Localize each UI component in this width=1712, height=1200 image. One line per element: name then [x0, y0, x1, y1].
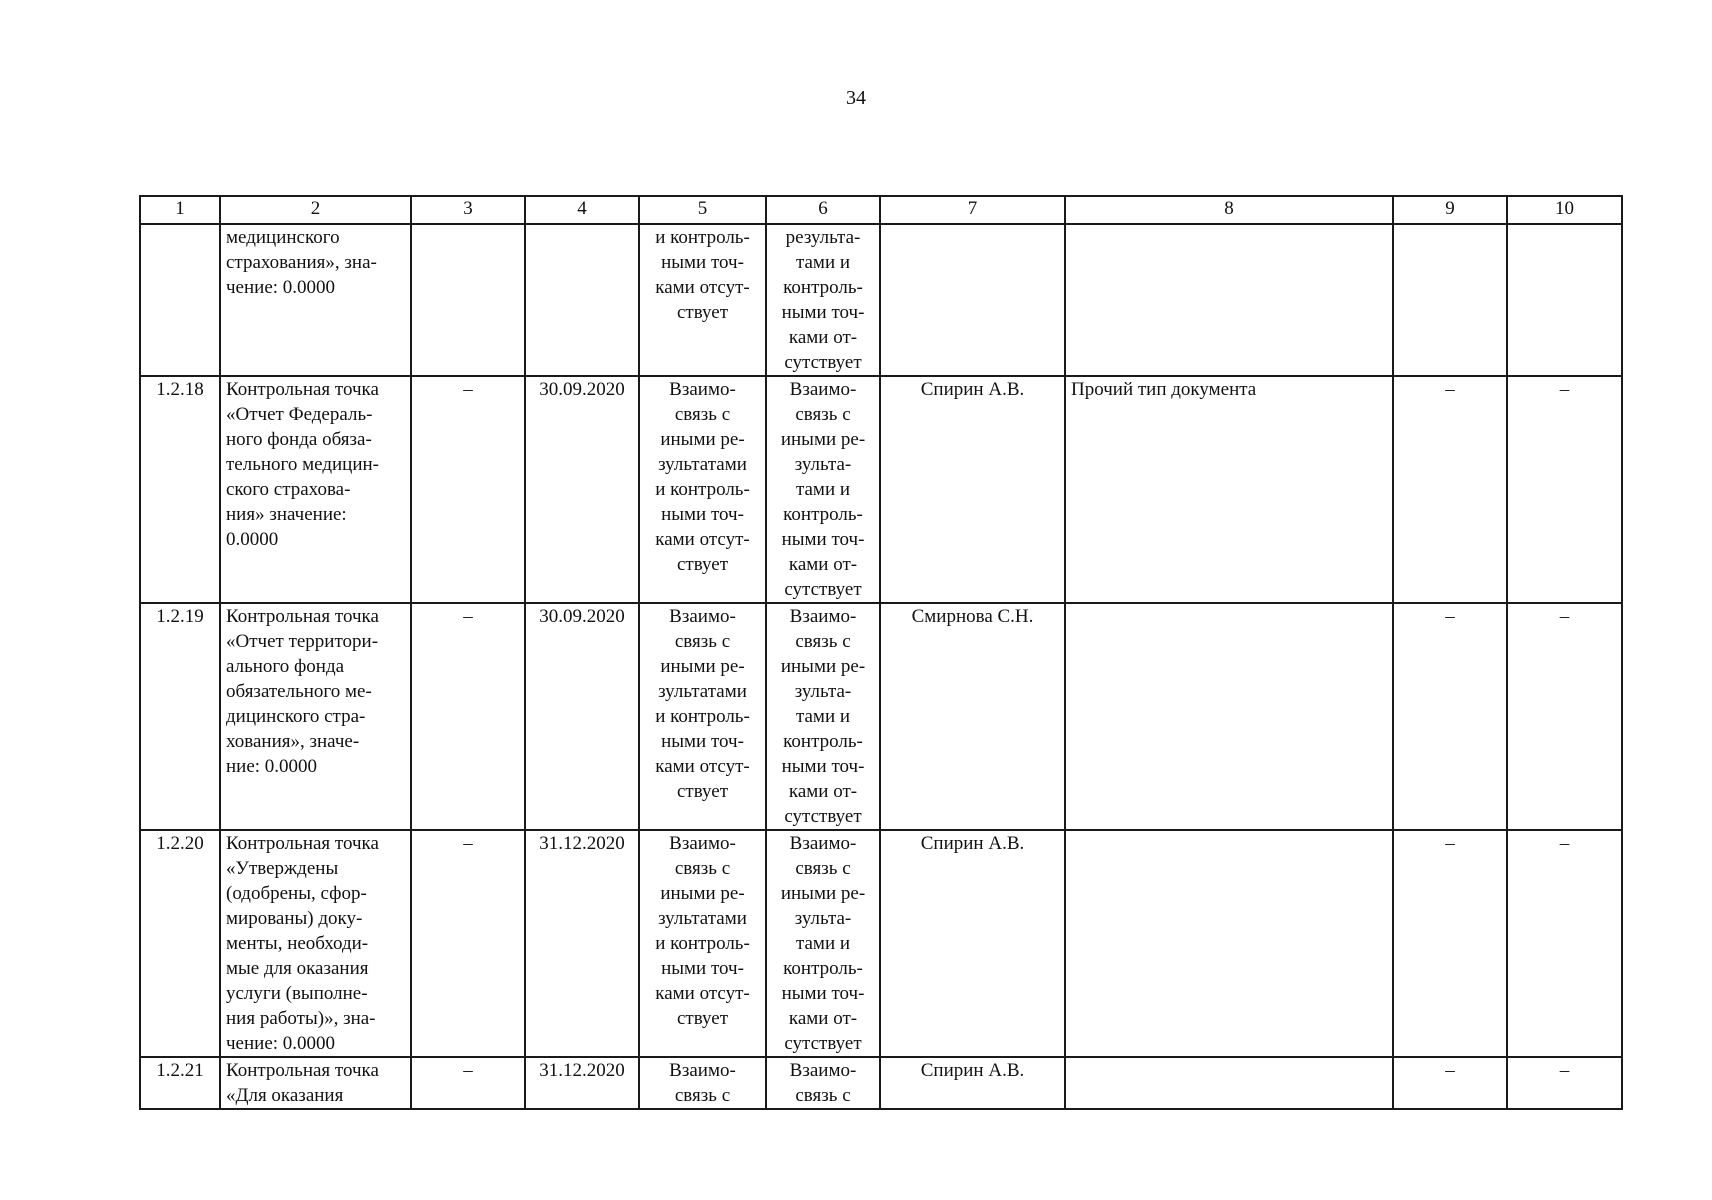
- table-row: [140, 376, 1622, 603]
- column-header: 9: [1393, 196, 1507, 224]
- cell-document-type: [1065, 830, 1393, 1057]
- cell-document-type: [1065, 224, 1393, 376]
- cell-document-type: Прочий тип документа: [1065, 376, 1393, 603]
- cell-col10: [1507, 224, 1622, 376]
- cell-document-type: [1065, 1057, 1393, 1109]
- cell-end-date: [525, 224, 639, 376]
- cell-start-date: –: [411, 830, 525, 1057]
- column-header: 6: [766, 196, 880, 224]
- cell-number: 1.2.20: [140, 830, 220, 1057]
- cell-col9: –: [1393, 603, 1507, 830]
- column-header: 7: [880, 196, 1065, 224]
- control-points-table: [139, 195, 1623, 1110]
- column-header: 4: [525, 196, 639, 224]
- cell-number: 1.2.18: [140, 376, 220, 603]
- cell-col9: [1393, 224, 1507, 376]
- cell-responsible: Спирин А.В.: [880, 376, 1065, 603]
- cell-name: Контрольная точка «Утверждены (одобрены, сфор- мированы) доку- менты, необходи- мые для оказания услуги (выполне- ния работы)», зна- чение: 0.0000: [220, 830, 411, 1057]
- cell-end-date: 31.12.2020: [525, 1057, 639, 1109]
- cell-responsible: Смирнова С.Н.: [880, 603, 1065, 830]
- cell-successors: Взаимо- связь с: [766, 1057, 880, 1109]
- cell-number: 1.2.21: [140, 1057, 220, 1109]
- cell-col10: –: [1507, 1057, 1622, 1109]
- cell-end-date: 31.12.2020: [525, 830, 639, 1057]
- cell-col9: –: [1393, 376, 1507, 603]
- table-row: [140, 830, 1622, 1057]
- table-row: [140, 224, 1622, 376]
- cell-col10: –: [1507, 376, 1622, 603]
- table-row: [140, 1057, 1622, 1109]
- cell-predecessors: Взаимо- связь с иными ре- зультатами и контроль- ными точ- ками отсут- ствует: [639, 830, 766, 1057]
- cell-col10: –: [1507, 830, 1622, 1057]
- column-header: 1: [140, 196, 220, 224]
- cell-responsible: Спирин А.В.: [880, 1057, 1065, 1109]
- cell-start-date: –: [411, 376, 525, 603]
- cell-start-date: –: [411, 603, 525, 830]
- cell-responsible: [880, 224, 1065, 376]
- cell-successors: Взаимо- связь с иными ре- зульта- тами и контроль- ными точ- ками от- сутствует: [766, 376, 880, 603]
- cell-end-date: 30.09.2020: [525, 376, 639, 603]
- column-header: 2: [220, 196, 411, 224]
- cell-name: Контрольная точка «Отчет территори- ального фонда обязательного ме- дицинского стра- хования», значе- ние: 0.0000: [220, 603, 411, 830]
- cell-predecessors: Взаимо- связь с иными ре- зультатами и контроль- ными точ- ками отсут- ствует: [639, 603, 766, 830]
- cell-col9: –: [1393, 830, 1507, 1057]
- cell-name: Контрольная точка «Отчет Федераль- ного фонда обяза- тельного медицин- ского страхова- ния» значение: 0.0000: [220, 376, 411, 603]
- cell-col9: –: [1393, 1057, 1507, 1109]
- column-header: 10: [1507, 196, 1622, 224]
- cell-predecessors: Взаимо- связь с: [639, 1057, 766, 1109]
- cell-start-date: –: [411, 1057, 525, 1109]
- cell-predecessors: и контроль- ными точ- ками отсут- ствует: [639, 224, 766, 376]
- cell-predecessors: Взаимо- связь с иными ре- зультатами и контроль- ными точ- ками отсут- ствует: [639, 376, 766, 603]
- cell-number: 1.2.19: [140, 603, 220, 830]
- header-row: [140, 196, 1622, 224]
- column-header: 3: [411, 196, 525, 224]
- page-number: 34: [846, 87, 866, 109]
- cell-col10: –: [1507, 603, 1622, 830]
- cell-number: [140, 224, 220, 376]
- cell-end-date: 30.09.2020: [525, 603, 639, 830]
- cell-successors: Взаимо- связь с иными ре- зульта- тами и контроль- ными точ- ками от- сутствует: [766, 830, 880, 1057]
- cell-start-date: [411, 224, 525, 376]
- table-row: [140, 603, 1622, 830]
- cell-name: Контрольная точка «Для оказания: [220, 1057, 411, 1109]
- cell-successors: Взаимо- связь с иными ре- зульта- тами и контроль- ными точ- ками от- сутствует: [766, 603, 880, 830]
- cell-responsible: Спирин А.В.: [880, 830, 1065, 1057]
- column-header: 5: [639, 196, 766, 224]
- cell-successors: результа- тами и контроль- ными точ- ками от- сутствует: [766, 224, 880, 376]
- cell-document-type: [1065, 603, 1393, 830]
- cell-name: медицинского страхования», зна- чение: 0.0000: [220, 224, 411, 376]
- column-header: 8: [1065, 196, 1393, 224]
